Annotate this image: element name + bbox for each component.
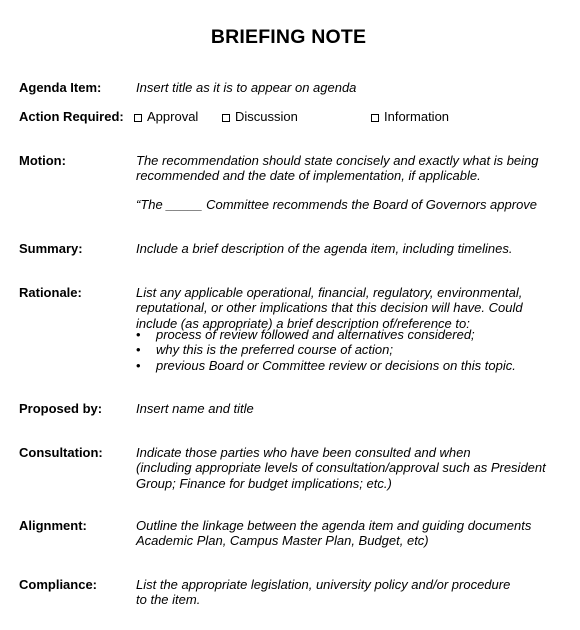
discussion-option-label: Discussion	[235, 109, 298, 124]
proposed-by-label: Proposed by:	[19, 401, 103, 416]
information-option-label: Information	[384, 109, 450, 124]
motion-label: Motion:	[19, 153, 66, 168]
compliance-line: to the item.	[136, 592, 201, 608]
rationale-line: include (as appropriate) a brief description of/reference to:	[136, 315, 470, 331]
action-required-label: Action Required:	[19, 109, 124, 124]
consultation-line: (including appropriate levels of consultation/approval such as President	[136, 460, 546, 476]
consultation-label: Consultation:	[19, 445, 103, 460]
compliance-text	[136, 577, 510, 608]
information-checkbox[interactable]	[371, 114, 379, 122]
rationale-line: List any applicable operational, financial, regulatory, environmental,	[136, 285, 523, 300]
approval-option[interactable]	[134, 109, 198, 124]
alignment-label: Alignment:	[19, 518, 87, 533]
discussion-option[interactable]	[222, 109, 298, 124]
alignment-text	[136, 518, 531, 549]
agenda-item-value: Insert title as it is to appear on agenda	[136, 80, 357, 95]
consultation-line: Indicate those parties who have been consulted and when	[136, 445, 471, 460]
document-title: BRIEFING NOTE	[210, 26, 367, 48]
compliance-line: List the appropriate legislation, university policy and/or procedure	[136, 577, 511, 592]
proposed-by-value: Insert name and title	[136, 401, 254, 416]
information-option[interactable]	[371, 109, 449, 124]
consultation-text	[136, 445, 546, 491]
rationale-label: Rationale:	[19, 285, 82, 300]
list-item: • process of review followed and alternatives considered;	[136, 327, 516, 342]
discussion-checkbox[interactable]	[222, 114, 230, 122]
compliance-label: Compliance:	[19, 577, 98, 592]
rationale-bullet-list	[136, 327, 516, 373]
agenda-item-label: Agenda Item:	[19, 80, 102, 95]
list-item: • previous Board or Committee review or decisions on this topic.	[136, 358, 516, 373]
alignment-line: Academic Plan, Campus Master Plan, Budget, etc)	[136, 533, 429, 549]
rationale-text	[136, 285, 523, 331]
list-item: • why this is the preferred course of action;	[136, 342, 516, 357]
motion-line: The recommendation should state concisely and exactly what is being	[136, 153, 539, 168]
consultation-line: Group; Finance for budget implications; etc.)	[136, 475, 392, 491]
summary-label: Summary:	[19, 241, 83, 256]
motion-text	[136, 153, 539, 184]
motion-quote: “The _____ Committee recommends the Board of Governors approve	[136, 197, 538, 212]
summary-value: Include a brief description of the agenda item, including timelines.	[136, 241, 513, 256]
motion-line: recommended and the date of implementation, if applicable.	[136, 168, 481, 184]
approval-checkbox[interactable]	[134, 114, 142, 122]
alignment-line: Outline the linkage between the agenda item and guiding documents	[136, 518, 532, 533]
rationale-line: reputational, or other implications that this decision will have. Could	[136, 300, 523, 316]
approval-option-label: Approval	[147, 109, 199, 124]
